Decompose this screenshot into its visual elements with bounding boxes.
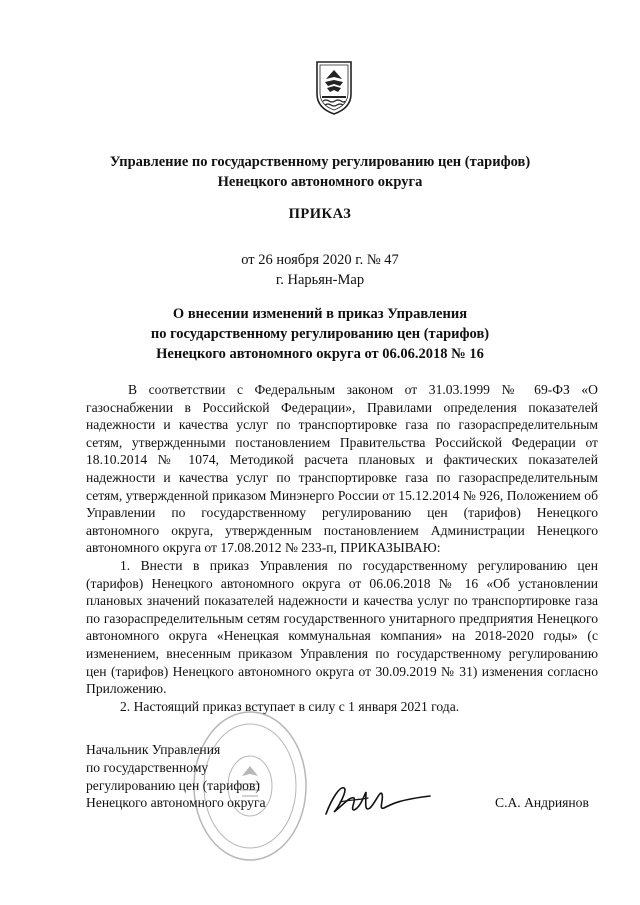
order-body [86, 381, 598, 715]
order-date-number: от 26 ноября 2020 г. № 47 [241, 252, 399, 268]
signatory-title-line-1: Начальник Управления [86, 742, 221, 757]
subject-line-1: О внесении изменений в приказ Управления [172, 306, 468, 322]
date-and-place [0, 250, 640, 290]
subject-line-3: Ненецкого автономного округа от 06.06.2018 № 16 [156, 346, 484, 362]
organization-line-1: Управление по государственному регулированию цен (тарифов) [109, 154, 531, 170]
signatory-title-line-4: Ненецкого автономного округа [86, 795, 266, 811]
preamble-paragraph: В соответствии с Федеральным законом от 31.03.1999 № 69-ФЗ «О газоснабжении в Российской Федерации», Правилами определения показателей надежности и качества услуг по транспортировке газа по газораспределительным сетям, утвержденными постановлением Правительства Российской Федерации от 18.10.2014 № 1074, Методикой расчета плановых и фактических показателей надежности и качества услуг по транспортировке газа по газораспределительным сетям, утвержденной приказом Минэнерго России от 15.12.2014 № 926, Положением об Управлении по государственному регулированию цен (тарифов) Ненецкого автономного округа, утвержденным постановлением Администрации Ненецкого автономного округа от 17.08.2012 № 233-п, ПРИКАЗЫВАЮ: [86, 382, 598, 556]
coat-of-arms-icon [314, 60, 354, 116]
order-subject [0, 304, 640, 364]
city: г. Нарьян-Мар [275, 272, 365, 288]
document-type: ПРИКАЗ [288, 206, 352, 222]
signatory-title-line-3: регулированию цен (тарифов) [86, 777, 260, 793]
signatory-title [86, 741, 266, 812]
organization-name [0, 152, 640, 192]
organization-line-2: Ненецкого автономного округа [217, 174, 423, 190]
subject-line-2: по государственному регулированию цен (тарифов) [150, 326, 490, 342]
item-1-paragraph: 1. Внести в приказ Управления по государственному регулированию цен (тарифов) Ненецкого автономного округа от 06.06.2018 № 16 «Об установлении плановых значений показателей надежности и качества услуг по транспортировке газа по газораспределительным сетям государственного унитарного предприятия Ненецкого автономного округа «Ненецкая коммунальная компания» на 2018-2020 годы» (с изменением, внесенным приказом Управления по государственному регулированию цен (тарифов) Ненецкого автономного округа от 30.09.2019 № 31) изменения согласно Приложению. [86, 557, 598, 697]
signatory-name: С.А. Андриянов [495, 795, 589, 810]
signatory-title-line-2: по государственному [86, 759, 209, 775]
handwritten-signature [320, 778, 435, 824]
item-2-paragraph: 2. Настоящий приказ вступает в силу с 1 января 2021 года. [120, 698, 460, 714]
